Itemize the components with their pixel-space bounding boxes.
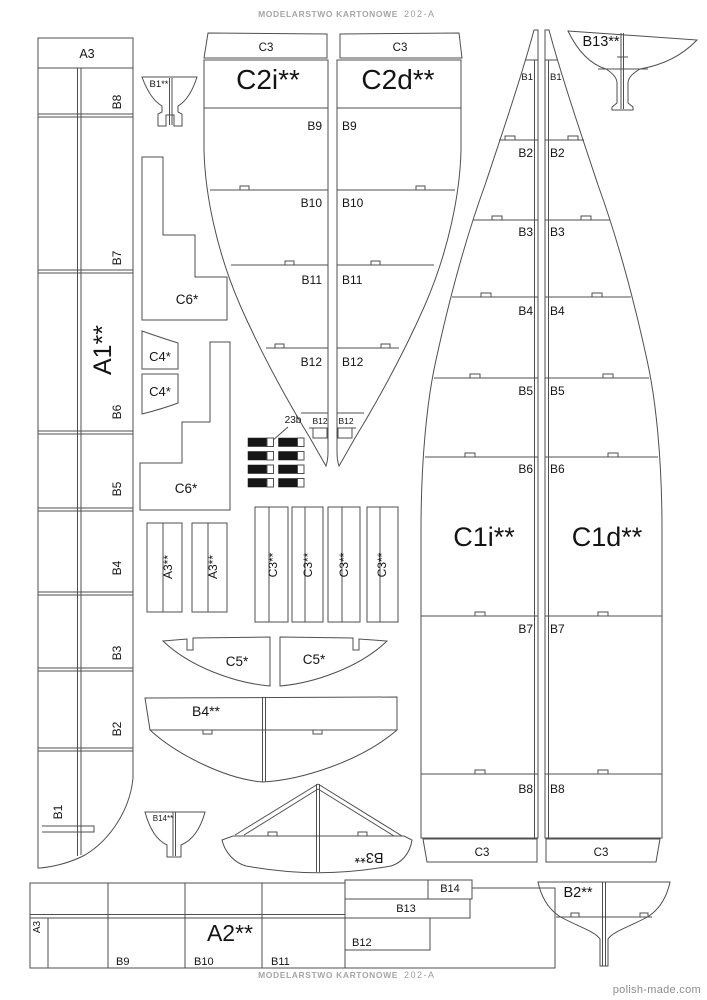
label-b11: B11 <box>301 273 322 287</box>
label-b11: B11 <box>271 956 290 968</box>
slot-tab <box>42 826 94 832</box>
part-c5-left <box>163 637 270 686</box>
label-b8: B8 <box>550 782 565 796</box>
center-line <box>78 68 82 856</box>
label-c3: C3 <box>258 42 274 54</box>
label-c5: C5* <box>225 654 249 669</box>
center-line <box>170 78 173 125</box>
part-c4-a <box>142 331 178 369</box>
part-c6-lower <box>140 342 230 510</box>
footer-site: polish-made.com <box>612 984 701 996</box>
label-c3: C3 <box>474 847 490 859</box>
section-lines <box>204 108 328 428</box>
part-a1-keel <box>38 38 133 868</box>
part-a3-strips <box>147 523 227 612</box>
label-b7: B7 <box>110 250 124 266</box>
center-line <box>173 812 176 856</box>
part-c1i-hull <box>421 30 538 862</box>
label-b13-frame: B13** <box>582 34 620 50</box>
label-b12: B12 <box>352 937 372 949</box>
label-c3: C3 <box>392 42 408 54</box>
fold-lines <box>30 883 345 968</box>
label-b2: B2 <box>110 721 124 737</box>
label-a3-strip: A3** <box>161 554 175 580</box>
center-line <box>263 697 266 782</box>
label-b12: B12 <box>342 355 364 369</box>
part-outline <box>280 637 387 686</box>
part-outline <box>145 697 397 782</box>
label-a2: A2** <box>206 920 254 946</box>
center-line <box>621 33 624 109</box>
label-b10: B10 <box>300 196 322 210</box>
label-b5: B5 <box>550 384 565 398</box>
label-b1: B1 <box>51 804 65 820</box>
part-c4-b <box>142 374 178 414</box>
header-code: 202-A <box>404 9 436 19</box>
label-b10: B10 <box>194 956 214 968</box>
part-outline <box>538 882 670 966</box>
part-c3-strips <box>255 507 398 622</box>
glue-tabs <box>571 913 648 917</box>
label-b8: B8 <box>518 782 533 796</box>
label-c4: C4* <box>149 384 171 399</box>
part-23b-fittings <box>248 415 304 487</box>
label-c1d: C1d** <box>571 522 643 552</box>
part-c2i <box>204 33 328 466</box>
label-b3: B3 <box>518 225 533 239</box>
glue-tabs <box>268 832 367 836</box>
label-b3: B3 <box>550 225 565 239</box>
label-b9: B9 <box>307 119 322 133</box>
label-b2-frame: B2** <box>563 885 593 901</box>
label-b2: B2 <box>518 146 533 160</box>
label-b4: B4 <box>110 560 124 576</box>
part-a2-assembly <box>30 880 555 968</box>
center-line <box>317 784 320 872</box>
part-b13-frame <box>568 31 697 110</box>
label-a3: A3 <box>32 920 43 934</box>
main-strip <box>30 883 345 968</box>
label-b12-small: B12 <box>312 416 328 426</box>
label-a3: A3 <box>79 47 95 61</box>
label-b13: B13 <box>396 903 416 915</box>
label-b4: B4 <box>550 304 565 318</box>
label-c3-strip: C3** <box>266 552 280 578</box>
header-brand: MODELARSTWO KARTONOWE <box>258 9 398 19</box>
label-b2: B2 <box>550 146 565 160</box>
label-c3: C3 <box>593 847 609 859</box>
label-b11: B11 <box>342 273 363 287</box>
part-c1d-hull <box>545 30 662 862</box>
part-b3-frame <box>222 784 412 873</box>
label-b7: B7 <box>518 622 533 636</box>
label-b14: B14 <box>440 883 460 895</box>
label-b8: B8 <box>110 94 124 110</box>
label-b7: B7 <box>550 622 565 636</box>
label-c3-strip: C3** <box>301 552 315 578</box>
part-c5-right <box>280 637 387 686</box>
part-b1-frame <box>142 77 197 126</box>
label-b6: B6 <box>550 462 565 476</box>
center-line <box>603 882 606 966</box>
label-b6: B6 <box>518 462 533 476</box>
glue-tabs <box>240 186 327 438</box>
label-b9: B9 <box>116 956 130 968</box>
part-b2-frame <box>538 882 670 966</box>
label-b4-frame: B4** <box>191 703 221 719</box>
glue-tabs <box>338 186 425 438</box>
label-b3-frame: B3** <box>354 849 384 865</box>
label-b4: B4 <box>518 304 533 318</box>
part-c6-upper <box>142 157 227 320</box>
label-b5: B5 <box>518 384 533 398</box>
label-c4: C4* <box>149 349 171 364</box>
label-c5: C5* <box>302 652 326 667</box>
label-b14-frame: B14** <box>152 814 174 823</box>
label-b12: B12 <box>300 355 322 369</box>
label-b3: B3 <box>110 645 124 661</box>
footer-brand: MODELARSTWO KARTONOWE <box>258 970 398 980</box>
label-b5: B5 <box>110 481 124 497</box>
footer-code: 202-A <box>404 970 436 980</box>
label-b1: B1 <box>521 72 533 83</box>
black-fitting-row <box>248 438 304 487</box>
part-b14-frame <box>145 812 205 857</box>
label-23b: 23b <box>284 415 302 426</box>
label-b9: B9 <box>342 119 357 133</box>
label-c1i: C1i** <box>453 522 515 552</box>
label-c3-strip: C3** <box>337 552 351 578</box>
deck-slants <box>235 784 402 836</box>
part-outline <box>38 38 133 868</box>
label-c6: C6* <box>175 292 199 307</box>
label-c6: C6* <box>174 481 198 496</box>
label-a1: A1** <box>89 324 117 376</box>
label-c3-strip: C3** <box>375 552 389 578</box>
label-c2i: C2i** <box>236 64 300 95</box>
part-b4-frame <box>145 697 397 782</box>
label-b6: B6 <box>110 404 124 420</box>
label-b12-small: B12 <box>338 416 354 426</box>
label-a3-strip: A3** <box>206 554 220 580</box>
label-b1: B1 <box>550 72 562 83</box>
label-b1-frame: B1** <box>149 79 169 90</box>
label-c2d: C2d** <box>361 64 435 95</box>
part-outline <box>163 637 270 686</box>
label-b10: B10 <box>342 196 364 210</box>
